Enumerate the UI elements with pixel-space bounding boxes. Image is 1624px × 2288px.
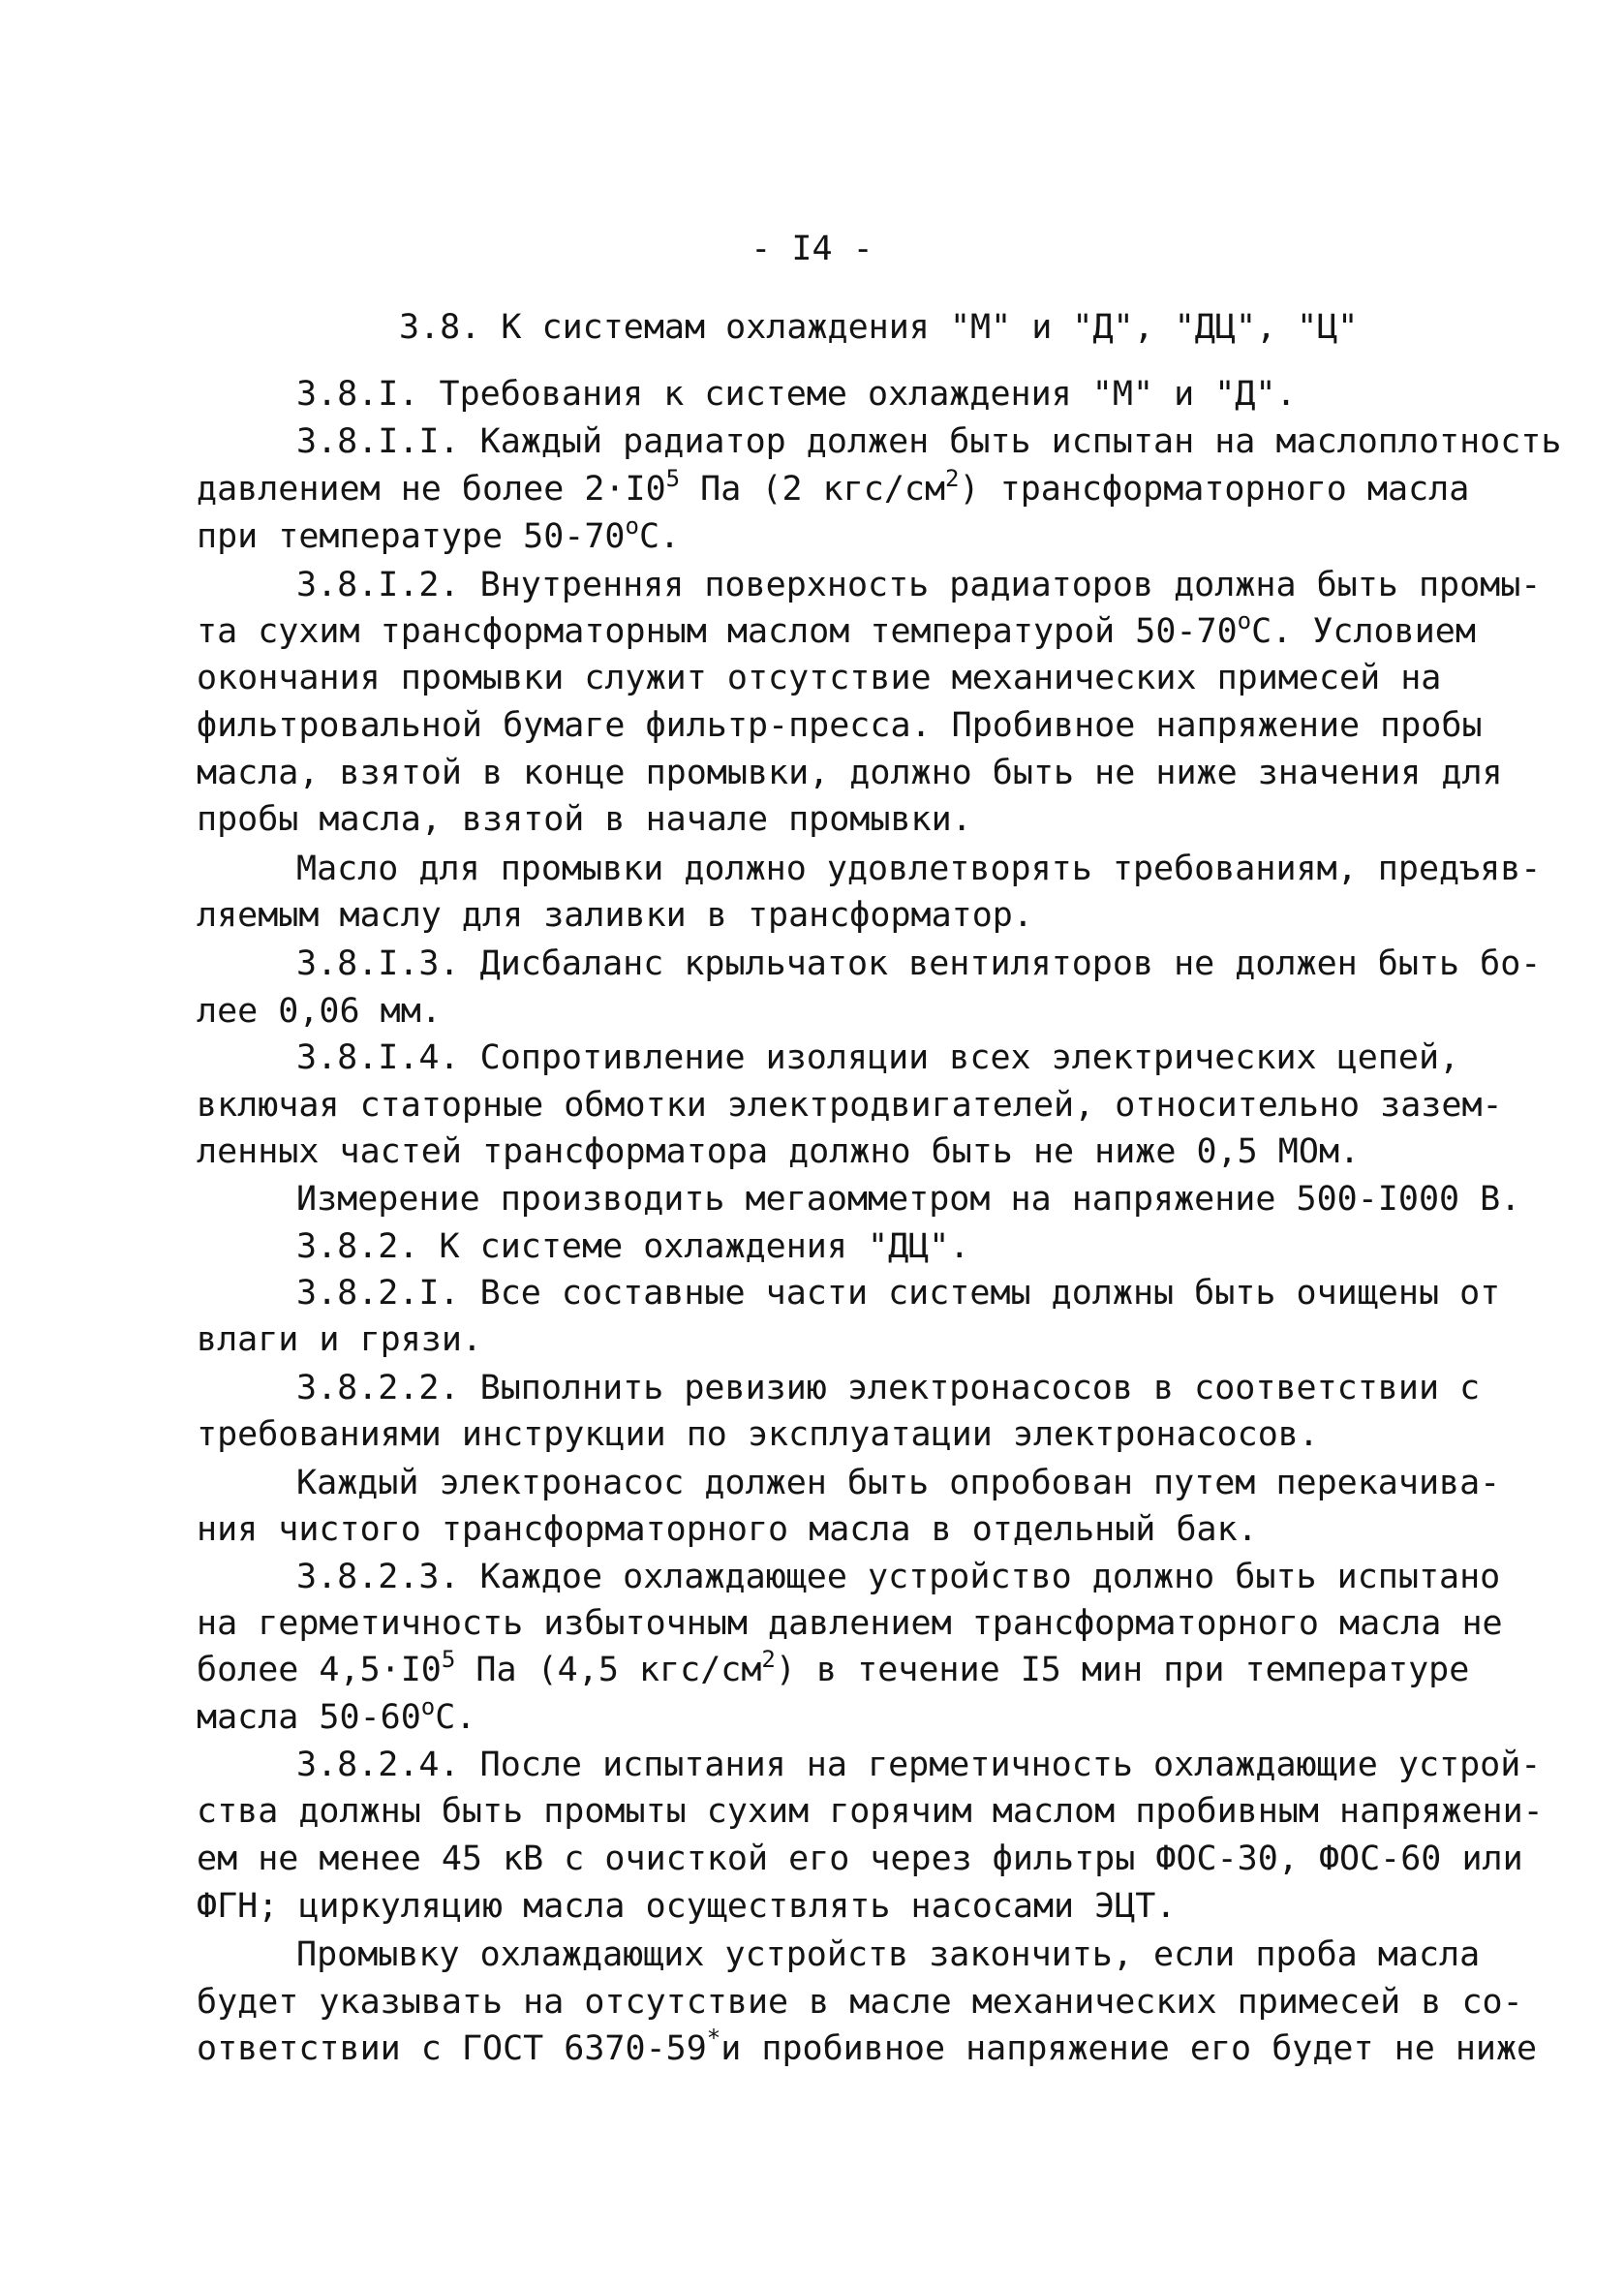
text-line: ляемым маслу для заливки в трансформатор. — [197, 896, 1033, 935]
text-line: ФГН; циркуляцию масла осуществлять насосами ЭЦТ. — [197, 1887, 1177, 1926]
text-line: влаги и грязи. — [197, 1320, 483, 1359]
text-line: ленных частей трансформатора должно быть не ниже 0,5 МОм. — [197, 1132, 1361, 1171]
text-line: окончания промывки служит отсутствие механических примесей на — [197, 659, 1442, 697]
text-line: требованиями инструкции по эксплуатации электронасосов. — [197, 1415, 1319, 1454]
text-line: будет указывать на отсутствие в масле механических примесей в со- — [197, 1983, 1523, 2022]
text-line: 3.8.2.2. Выполнить ревизию электронасосов в соответствии с — [296, 1369, 1481, 1407]
text-line: пробы масла, взятой в начале промывки. — [197, 800, 972, 839]
text-line: Масло для промывки должно удовлетворять требованиям, предъяв- — [296, 850, 1542, 888]
text-line: более $4,5\cdot I0^5$ Па (4,5 кгс/$см^2$) в течение I5 мин при температуре — [197, 1646, 1470, 1689]
superscript: о — [420, 1693, 436, 1720]
text-line: масла $50-60^оС$. — [197, 1693, 476, 1737]
text-line: ответствии с ГОСТ 6370-59*и пробивное напряжение его будет не ниже — [197, 2025, 1538, 2068]
text-line: 3.8.I.4. Сопротивление изоляции всех электрических цепей, — [296, 1038, 1460, 1077]
page-number: - I4 - — [751, 230, 873, 268]
superscript: 5 — [665, 465, 681, 492]
superscript: о — [1237, 607, 1252, 634]
text-line: 3.8.2.3. Каждое охлаждающее устройство должно быть испытано — [296, 1558, 1501, 1596]
text-line: ства должны быть промыты сухим горячим маслом пробивным напряжени- — [197, 1792, 1544, 1831]
text-line: 3.8.I.2. Внутренняя поверхность радиаторов должна быть промы- — [296, 566, 1542, 604]
text-line: масла, взятой в конце промывки, должно быть не ниже значения для — [197, 754, 1503, 792]
text-line: 3.8.2.I. Все составные части системы должны быть очищены от — [296, 1274, 1501, 1313]
text-line: 3.8.I.3. Дисбаланс крыльчаток вентиляторов не должен быть бо- — [296, 944, 1542, 983]
text-line: на герметичность избыточным давлением трансформаторного масла не — [197, 1604, 1503, 1643]
superscript: 5 — [441, 1646, 456, 1673]
superscript: 2 — [945, 465, 960, 492]
text-line: ем не менее 45 кВ с очисткой его через фильтры ФОС-30, ФОС-60 или — [197, 1840, 1523, 1878]
subsection-heading-3-8-1: 3.8.I. Требования к системе охлаждения "М" и "Д". — [296, 375, 1297, 414]
text-line: ния чистого трансформаторного масла в отдельный бак. — [197, 1510, 1258, 1549]
superscript: 2 — [761, 1646, 776, 1673]
text-line: включая статорные обмотки электродвигателей, относительно зазем- — [197, 1086, 1503, 1125]
text-line: та сухим трансформаторным маслом температурой $50-70^оС$. Условием — [197, 607, 1476, 651]
text-line: 3.8.2. К системе охлаждения "ДЦ". — [296, 1227, 970, 1266]
text-line: 3.8.2.4. После испытания на герметичность охлаждающие устрой- — [296, 1746, 1542, 1784]
text-line: Измерение производить мегаомметром на напряжение 500-I000 В. — [296, 1180, 1521, 1219]
text-line: лее 0,06 мм. — [197, 992, 442, 1031]
superscript: о — [625, 512, 639, 540]
text-line: давлением не более $2\cdot I0^5$ Па (2 кгс/$см^2$) трансформаторного масла — [197, 465, 1470, 509]
text-line: Промывку охлаждающих устройств закончить, если проба масла — [296, 1935, 1481, 1974]
text-line: Каждый электронасос должен быть опробован путем перекачива- — [296, 1464, 1501, 1502]
section-heading-3-8: 3.8. К системам охлаждения "М" и "Д", "ДЦ", "Ц" — [399, 308, 1359, 347]
superscript: * — [706, 2025, 721, 2052]
text-line: при температуре $50-70^оС$. — [197, 512, 681, 556]
text-line: 3.8.I.I. Каждый радиатор должен быть испытан на маслоплотность — [296, 422, 1562, 461]
text-line: фильтровальной бумаге фильтр-пресса. Пробивное напряжение пробы — [197, 706, 1483, 745]
